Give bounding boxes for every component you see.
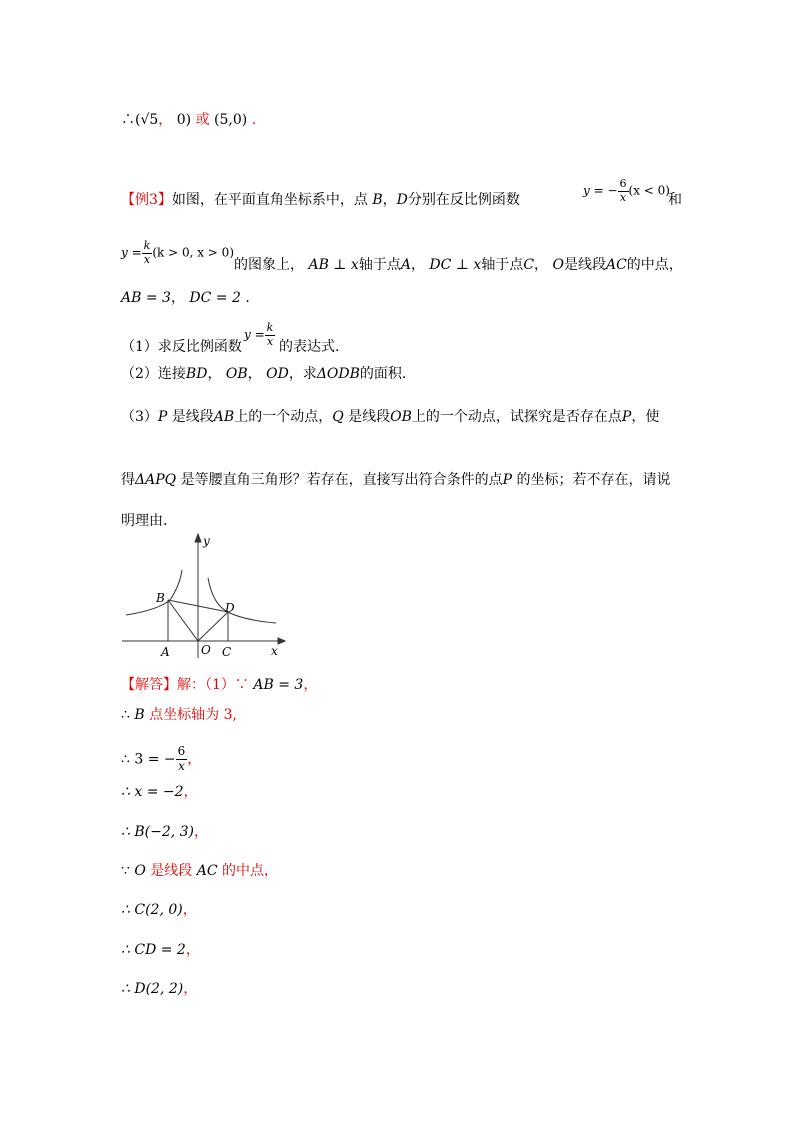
formula-text: y = [244,327,265,342]
example-tag: 【例3】 [121,192,172,208]
example-text: 分别在反比例函数 [407,192,520,208]
solution-tag: 【解答】 [121,677,177,693]
formula: ∴ 3 = − [121,751,176,768]
point-label: A [400,257,411,273]
text: 的中点， [626,257,683,273]
example-line-2: 的图象上， AB ⊥ x轴于点A， DC ⊥ x轴于点C， O是线段AC的中点， [234,257,683,273]
q-text: 上的一个动点，试探究是否存在点 [411,409,622,425]
segment: OD [266,366,289,382]
label-B: B [156,591,165,605]
coord-part: (√5 [135,112,159,128]
q-text: 的面积. [359,366,407,382]
solution-line-1 [121,708,237,722]
period: . [245,290,250,306]
label-x: x [271,644,278,658]
point-label: P [502,472,512,488]
segment: AB [213,409,235,425]
question-3-line-3 [121,514,167,528]
sep: ， [382,192,397,208]
label-C: C [222,645,232,659]
q-text: 是线段 [171,409,214,425]
formula: ∴ CD = 2 [121,942,186,958]
label-y: y [203,534,210,548]
segment: OB [390,409,412,425]
therefore-symbol: ∴ [121,112,135,128]
coord-part: (5,0) [214,112,248,128]
point-label: C [523,257,535,273]
formula-cond: (k > 0, x > 0) [152,245,234,260]
comma: ， [182,902,197,918]
coordinate-figure [118,530,288,660]
segment-BO [168,600,198,641]
fraction-num: k [266,321,274,334]
solution-line-3 [121,785,198,799]
solution-text: 点坐标轴为 3, [149,707,237,723]
triangle: ΔODB [316,366,360,382]
label-D: D [225,601,235,615]
fraction-num: 6 [177,744,186,758]
answer-line [121,113,256,127]
solution-line-6 [121,903,197,917]
formula: ∴ B(−2, 3) [121,824,195,840]
fraction-num: k [143,239,151,252]
point-label: P [621,409,632,425]
comma: ， [303,677,318,693]
therefore: ∴ [121,707,130,723]
q-text: （1）求反比例函数 [121,339,242,355]
question-3-line-1 [121,410,659,424]
segment-OD [198,612,228,641]
point-label: D [396,192,408,208]
segment: OB [225,366,248,382]
question-1-formula [244,322,275,348]
text: 的图象上， [234,257,304,273]
fraction-den: x [143,252,151,266]
q-text: 的表达式. [279,339,340,355]
q-text: ，求 [288,366,317,382]
comma: ， [183,784,198,800]
fraction-den: x [266,334,274,348]
comma: ， [183,981,198,997]
q-text: 得 [121,472,135,488]
because: ∵ [121,863,130,879]
triangle: ΔAPQ [135,472,177,488]
fraction-den: x [619,190,627,204]
formula-text: y = [121,245,142,260]
text: 轴于点 [481,257,524,273]
point-label: B [134,707,145,723]
function-2 [121,240,234,266]
solution-line-2 [121,745,201,774]
formula: DC = 2 [189,290,241,306]
and-word [668,193,682,207]
formula: ∴ D(2, 2) [121,981,184,997]
comma: ， [187,751,202,768]
formula-text: y = − [583,183,618,198]
q-text: 上的一个动点， [234,409,333,425]
question-3-line-2 [121,473,670,487]
question-1-rest [279,340,339,354]
q-text: 是线段 [348,409,391,425]
segment: AC [605,257,627,273]
formula: ∴ C(2, 0) [121,902,183,918]
period: . [251,112,257,128]
coord-part: 0) [176,112,192,128]
point-label: Q [332,409,344,425]
q-text: 明理由. [121,513,168,529]
solution-line-7 [121,943,200,957]
question-2: （2）连接BD， OB， OD，求ΔODB的面积. [121,366,407,382]
and-text: 和 [668,192,682,208]
y-axis-arrow [195,534,201,542]
formula: ∴ x = −2 [121,784,184,800]
comma: ， [158,112,173,128]
fraction-num: 6 [619,177,627,190]
or-word: 或 [195,112,210,128]
q-text: 的坐标；若不存在，请说 [516,472,671,488]
solution-line-4 [121,825,208,839]
question-1 [121,340,242,354]
solution-text: 的中点， [222,863,279,879]
text: 轴于点 [358,257,401,273]
formula: AB = 3 [121,290,171,306]
hyperbola-right [208,578,276,623]
formula: AB ⊥ x [308,257,359,273]
point-label: O [552,257,564,273]
comma: ， [185,942,200,958]
text: 是线段 [563,257,606,273]
fraction-den: x [178,758,185,773]
q-text: ，使 [631,409,660,425]
solution-text: 解：（1）∵ [177,677,249,693]
q-text: （3） [121,409,158,425]
label-A: A [161,645,170,659]
formula: DC ⊥ x [429,257,482,273]
q-text: （2）连接 [121,366,186,382]
solution-line-5 [121,864,278,878]
segment: BD [185,366,208,382]
solution-line-8 [121,982,197,996]
solution-text: 是线段 [150,863,193,879]
formula: AB = 3 [253,677,304,693]
segment: AC [196,863,218,879]
x-axis-arrow [278,638,285,644]
function-1 [583,178,670,204]
point-label: O [134,863,146,879]
point-label: P [157,409,168,425]
formula-cond: (x < 0) [628,183,670,198]
example-line-1 [121,193,520,207]
comma: ， [194,824,209,840]
solution-line-0 [121,678,317,692]
example-text: 如图，在平面直角坐标系中，点 [171,192,368,208]
label-O: O [201,643,211,657]
example-line-3: AB = 3， DC = 2 . [121,290,250,306]
point-label: B [372,192,383,208]
q-text: 是等腰直角三角形？若存在，直接写出符合条件的点 [180,472,503,488]
